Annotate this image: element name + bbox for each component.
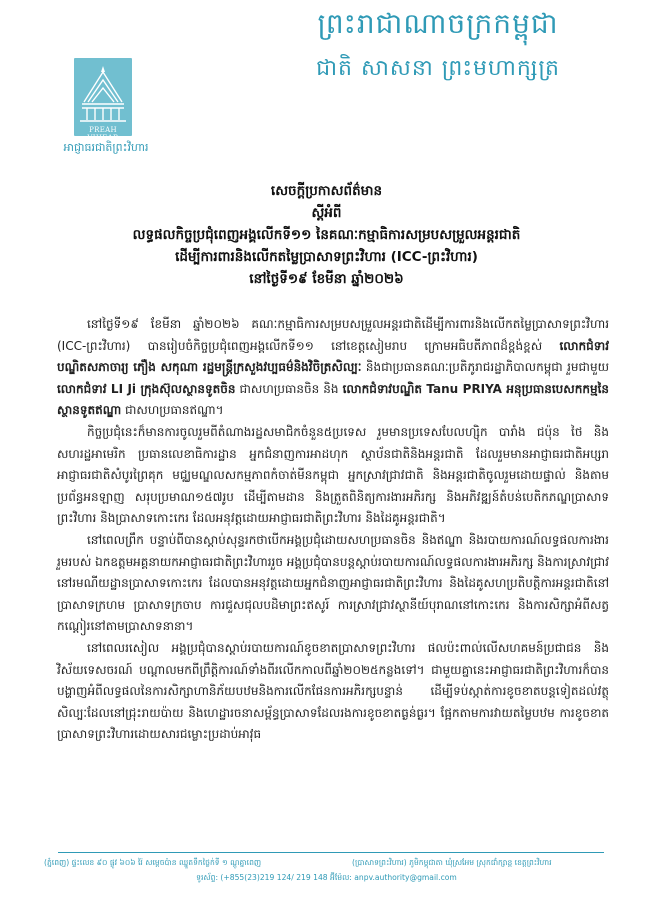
document-date: នៅថ្ងៃទី១៩ ខែមីនា ឆ្នាំ២០២៦ bbox=[249, 271, 404, 287]
p1-text-a: នៅថ្ងៃទី១៩ ខែមីនា ឆ្នាំ២០២៦ គណៈកម្មាធិការសម្របសម្រួលអន្តរជាតិដើម្បីការពារនិងលើកតម្លៃប្រាសាទព្រះវិហារ (ICC-ព្រះវិហារ) បានរៀបចំកិច្ចប្រជុំពេញអង្គលើកទី១១ នៅខេត្តសៀមរាប ក្រោមអធិបតីភាពដ៏ខ្ពង់ខ្ពស់ bbox=[57, 317, 609, 353]
footer-contact: ទូរស័ព្ទ: (+855(23)219 124/ 219 148 អ៊ីម៉ែល: anpv.authority@gmail.com bbox=[196, 873, 457, 882]
paragraph-2: កិច្ចប្រជុំនេះក៏មានការចូលរួមពីតំណាងរដ្ឋសមាជិកចំនួន៥ប្រទេស រួមមានប្រទេសបែលហ្ស៊ិក បារាំង ជប៉ុន ថៃ និងសហរដ្ឋអាមេរិក ប្រធានលេខាធិការដ្ឋាន អ្នកជំនាញការអាដហុក ស្ថាប័នជាតិនិងអន្តរជាតិ ដែលរួមមានអាជ្ញាធរជាតិអប្សរា អាជ្ញាធរជាតិសំបូរព្រៃគុក មជ្ឈមណ្ឌលសកម្មភាពកំចាត់មីនកម្ពុជា អ្នកស្រាវជ្រាវជាតិ និងអន្តរជាតិចូលរួមដោយផ្ទាល់ និងតាមប្រព័ន្ធអនឡាញ សរុបប្រមាណ១៥៧រូប ដើម្បីតាមដាន និងត្រួតពិនិត្យការងារអភិរក្ស និងអភិវឌ្ឍន៍តំបន់បេតិកភណ្ឌប្រាសាទព្រះវិហារ និងប្រាសាទកោះកេរ ដែលអនុវត្តដោយអាជ្ញាធរជាតិព្រះវិហារ និងដៃគូអន្តរជាតិ។ bbox=[57, 424, 609, 526]
preah-vihear-logo bbox=[74, 58, 132, 136]
p1-text-g: ជាសហប្រធានឥណ្ឌា។ bbox=[121, 403, 224, 418]
india-co-chair: លោកជំទាវបណ្ឌិត Tanu PRIYA អនុប្រធានបេសកកម្មនៃស្ថានទូតឥណ្ឌា bbox=[57, 381, 609, 418]
paragraph-1 bbox=[57, 314, 609, 422]
body-text bbox=[57, 314, 609, 746]
footer-divider bbox=[58, 852, 604, 853]
subject-line-1: លទ្ធផលកិច្ចប្រជុំពេញអង្គលើកទី១១ នៃគណៈកម្មាធិការសម្របសម្រួលអន្តរជាតិ bbox=[132, 227, 521, 243]
national-motto: ជាតិ សាសនា ព្រះមហាក្សត្រ bbox=[316, 56, 560, 81]
title-block bbox=[40, 180, 613, 290]
paragraph-4: នៅពេលរសៀល អង្គប្រជុំបានស្តាប់របាយការណ៍ខូចខាតប្រាសាទព្រះវិហារ ផលប៉ះពាល់លើសហគមន៍ប្រជាជន និងវិស័យទេសចរណ៍ បណ្តាលមកពីព្រឹត្តិការណ៍ទាំងពីរលើកកាលពីឆ្នាំ២០២៥កន្លងទៅ។ ជាមួយគ្នានេះអាជ្ញាធរជាតិព្រះវិហារក៏បានបង្ហាញអំពីលទ្ធផលនៃការសិក្សាហានិភ័យបឋមនិងការលើកផែនការអភិរក្សបន្ទាន់ ដើម្បីទប់ស្កាត់ការខូចខាតបន្តទៀតដល់វត្ថុសិល្បៈដែលនៅជ្រុះរាយប៉ាយ និងហេដ្ឋារចនាសម្ព័ន្ធប្រាសាទដែលរងការខូចខាតធ្ងន់ធ្ងរ។ ផ្អែកតាមការវាយតម្លៃបឋម ការខូចខាតប្រាសាទព្រះវិហារដោយសារជម្លោះប្រដាប់អាវុធ bbox=[57, 640, 609, 742]
p1-text-e: ជាសហប្រធានចិន និង bbox=[235, 381, 343, 396]
subject-label: ស្តីអំពី bbox=[311, 205, 342, 221]
authority-name: អាជ្ញាធរជាតិព្រះវិហារ bbox=[63, 141, 149, 154]
footer-address-preah-vihear: (ប្រាសាទព្រះវិហារ) ភូមិកម្ពុជាតា ឃុំស្រអែម ស្រុកជាំក្សាន្ត ខេត្តព្រះវិហារ bbox=[352, 858, 552, 867]
p1-text-c: និងជាប្រធានគណៈប្រតិភូរាជរដ្ឋាភិបាលកម្ពុជា រួមជាមួយ bbox=[361, 360, 609, 375]
temple-icon bbox=[74, 58, 132, 136]
subject-line-2: ដើម្បីការពារនិងលើកតម្លៃប្រាសាទព្រះវិហារ (ICC-ព្រះវិហារ) bbox=[175, 249, 478, 265]
kingdom-title: ព្រះរាជាណាចក្រកម្ពុជា bbox=[317, 7, 559, 40]
document-title: សេចក្តីប្រកាសព័ត៌មាន bbox=[270, 183, 383, 199]
china-co-chair: លោកជំទាវ LI Ji ក្រុងស៊ុលស្ថានទូតចិន bbox=[57, 381, 236, 396]
paragraph-3: នៅពេលព្រឹក បន្ទាប់ពីបានស្តាប់សុន្ទរកថាបើកអង្គប្រជុំដោយសហប្រធានចិន និងឥណ្ឌា និងរបាយការណ៍លទ្ធផលការងាររួមរបស់ ឯកឧត្តមអគ្គនាយកអាជ្ញាធរជាតិព្រះវិហាររួច អង្គប្រជុំបានបន្តស្តាប់របាយការណ៍លទ្ធផលការងារអភិរក្ស និងការស្រាវជ្រាវនៅរមណីយដ្ឋានប្រាសាទកោះកេរ ដែលបានអនុវត្តដោយអ្នកជំនាញអាជ្ញាធរជាតិព្រះវិហារ និងដៃគូសហប្រតិបត្តិការអន្តរជាតិនៅប្រាសាទក្រហម ប្រាសាទក្រចាប ការជួសជុលបដិមាព្រះឥសូរ៍ ការស្រាវជ្រាវស្ថានីយ៍បុរាណនៅកោះកេរ និងការសិក្សាអំពីសត្វកណ្ដៀរនៅតាមប្រាសាទនានា។ bbox=[57, 532, 609, 634]
logo-caption: PREAH VIHEAR bbox=[87, 126, 119, 142]
footer-address-phnom-penh: (ភ្នំពេញ) ផ្ទះលេខ ៩០ ផ្លូវ ៦០៦ រ៉ៃ សម្តេចប៉ាន ឈ្នួតទឹកថ្លៃក់ទី ១ ណ្តូគ្នាពេញ bbox=[44, 858, 262, 867]
minister-name: លោកជំទាវបណ្ឌិតសភាចារ្យ ភឿង សកុណា រដ្ឋមន្ត្រីក្រសួងវប្បធម៌និងវិចិត្រសិល្បៈ bbox=[57, 338, 609, 375]
